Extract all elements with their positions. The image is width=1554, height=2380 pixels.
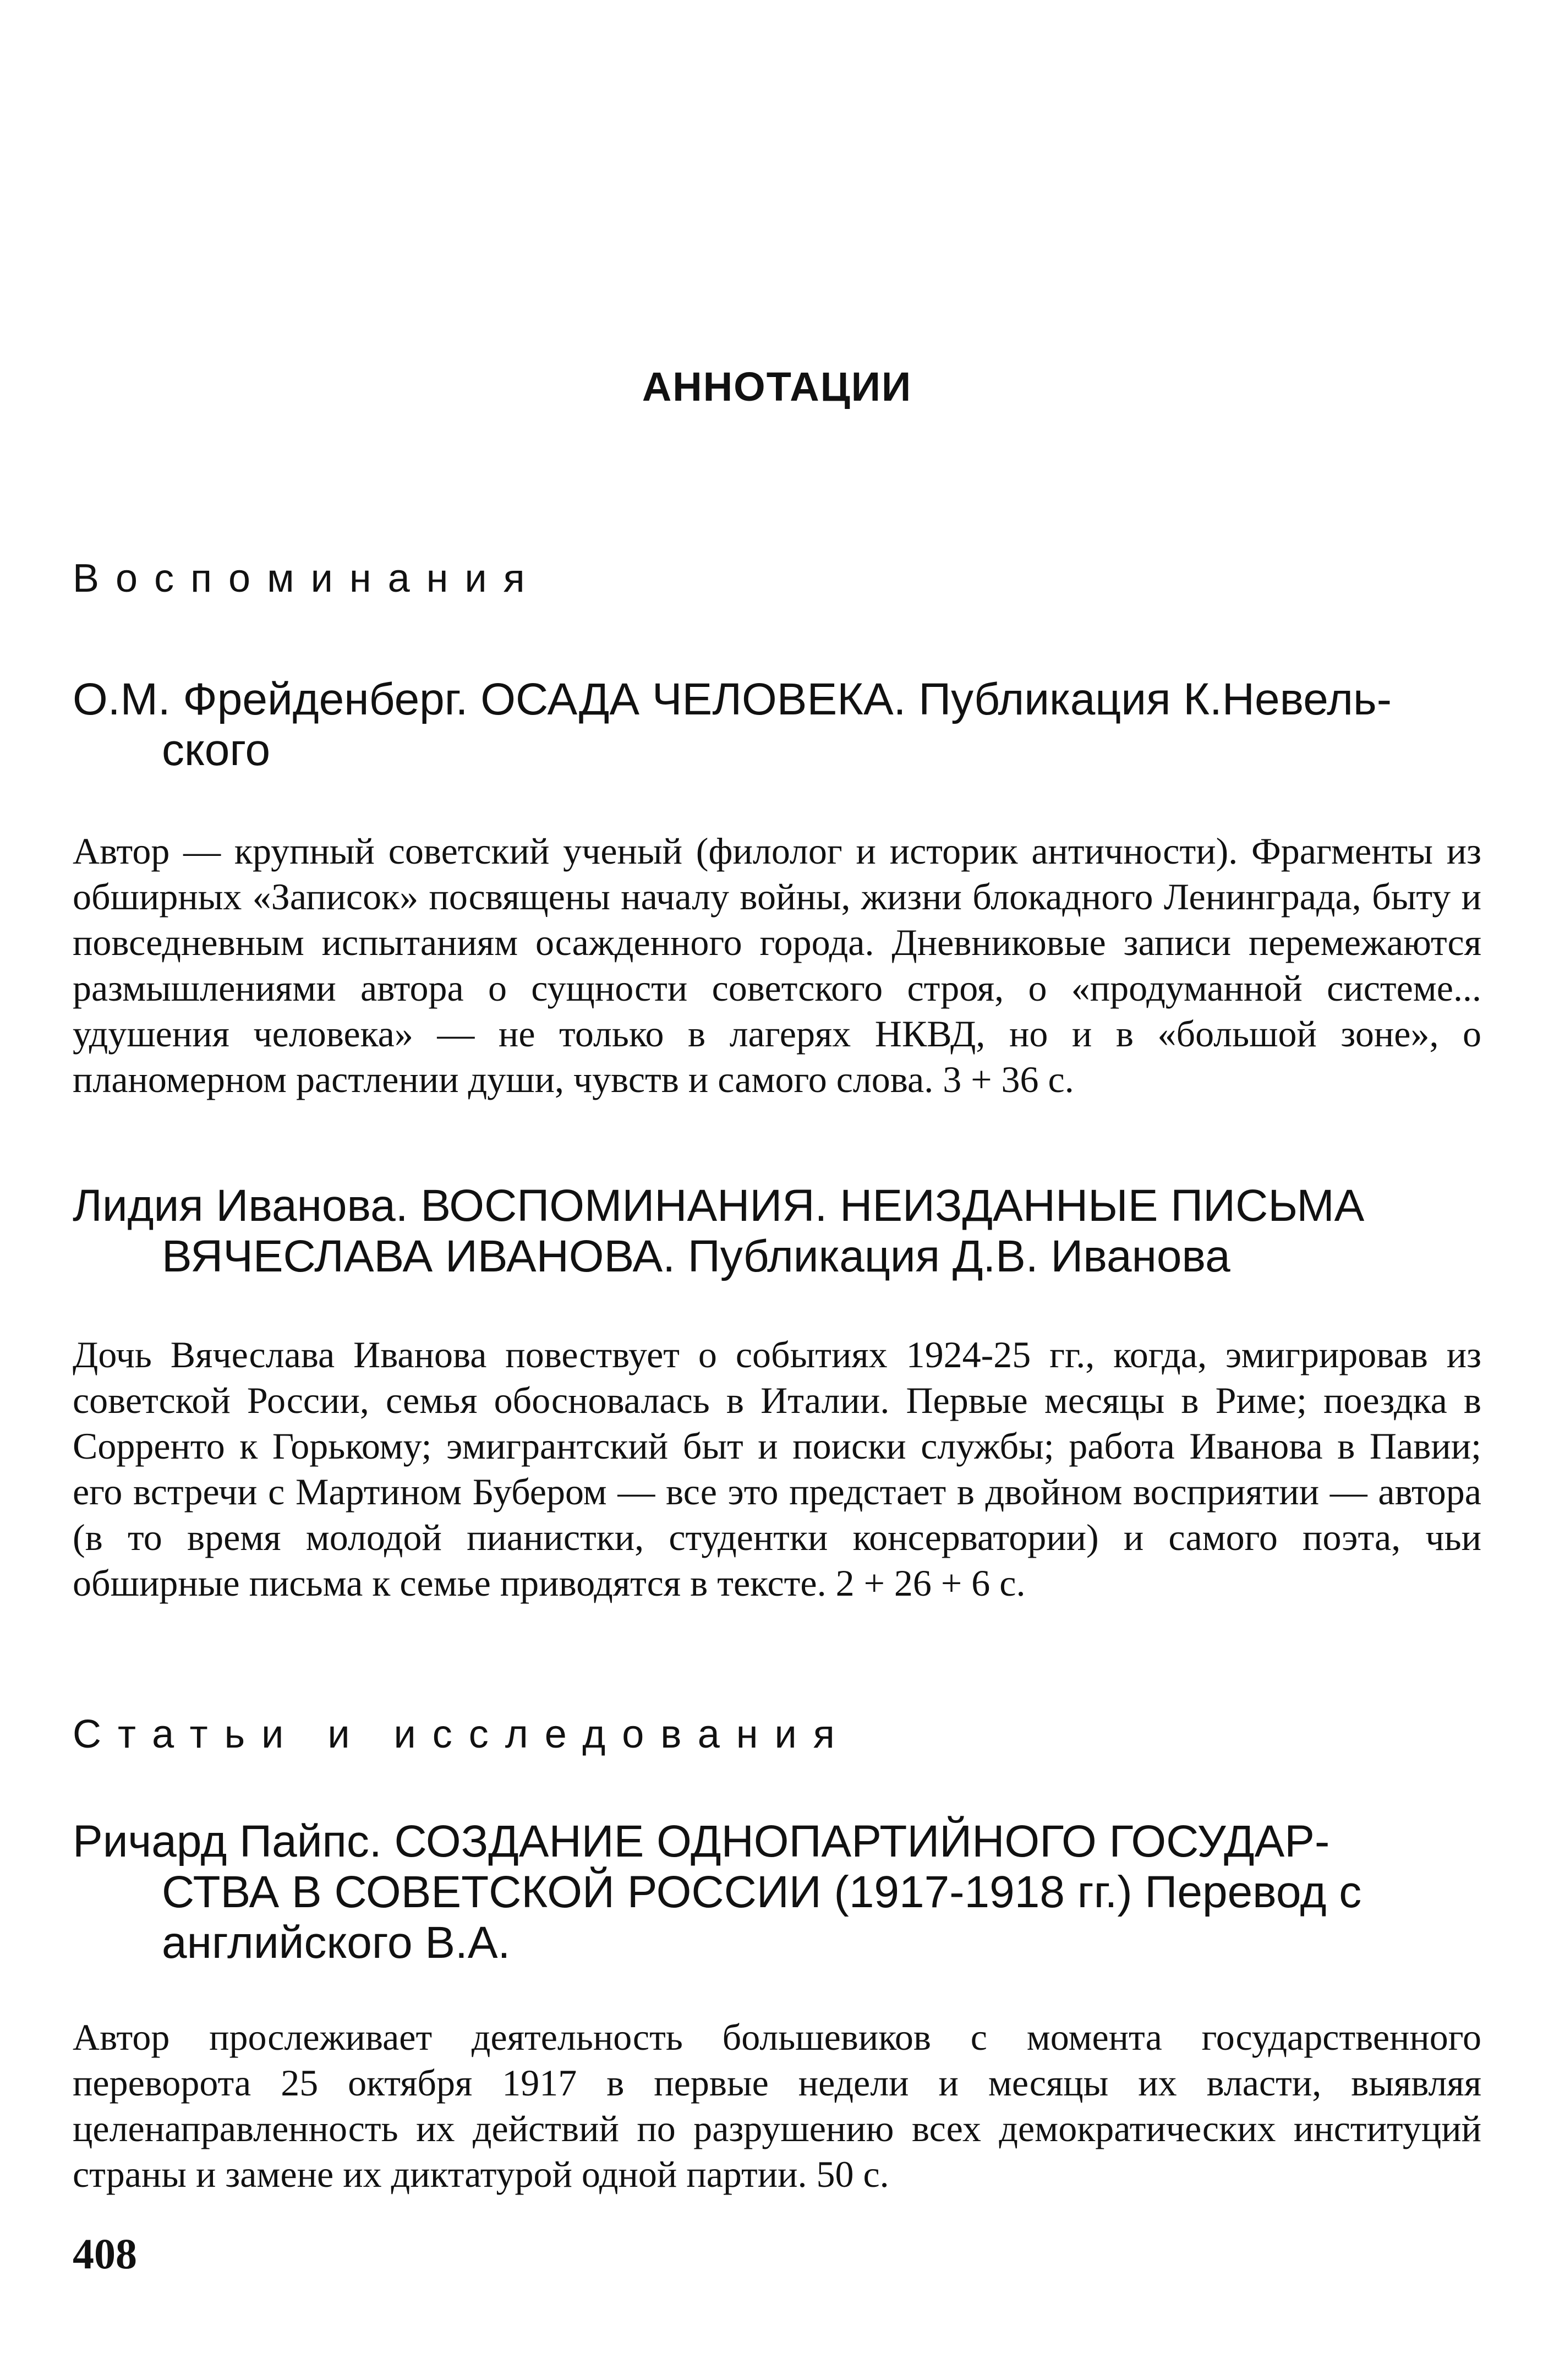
page-number: 408 xyxy=(73,2230,137,2278)
page-title: АННОТАЦИИ xyxy=(642,364,912,410)
entry-heading-line: СТВА В СОВЕТСКОЙ РОССИИ (1917-1918 гг.) Перевод с xyxy=(162,1867,1362,1917)
section-heading-articles: Статьи и исследования xyxy=(73,1712,851,1756)
entry-heading-line: Лидия Иванова. ВОСПОМИНАНИЯ. НЕИЗДАННЫЕ ПИСЬМА xyxy=(73,1181,1365,1231)
entry-heading-ivanova xyxy=(73,1181,1481,1282)
annotation-ivanova: Дочь Вячеслава Иванова повествует о событиях 1924-25 гг., когда, эмигрировав из советской России, семья обосновалась в Италии. Первые месяцы в Риме; поездка в Сорренто к Горькому; эмигрантский быт и поиски службы; работа Иванова в Павии; его встречи с Мартином Бубером — все это предстает в двойном восприятии — автора (в то время молодой пианистки, студентки консерватории) и самого поэта, чьи обширные письма к семье приводятся в тексте. 2 + 26 + 6 с. xyxy=(73,1334,1481,1604)
entry-heading-line: Ричард Пайпс. СОЗДАНИЕ ОДНОПАРТИЙНОГО ГОСУДАР- xyxy=(73,1816,1330,1866)
entry-heading-line: английского В.А. xyxy=(162,1918,511,1968)
entry-heading-line: О.М. Фрейденберг. ОСАДА ЧЕЛОВЕКА. Публикация К.Невель- xyxy=(73,674,1392,724)
entry-heading-freidenberg xyxy=(73,674,1481,776)
entry-heading-pipes xyxy=(73,1816,1481,1968)
entry-heading-line: ского xyxy=(162,725,271,775)
section-heading-memoirs: Воспоминания xyxy=(73,556,541,601)
annotation-freidenberg: Автор — крупный советский ученый (филолог и историк античности). Фрагменты из обширных «Записок» посвящены началу войны, жизни блокадного Ленинграда, быту и повседневным испытаниям осажденного города. Дневниковые записи перемежаются размышлениями автора о сущности советского строя, о «продуманной системе... удушения человека» — не только в лагерях НКВД, но и в «большой зоне», о планомерном растлении души, чувств и самого слова. 3 + 36 с. xyxy=(73,830,1481,1100)
entry-heading-line: ВЯЧЕСЛАВА ИВАНОВА. Публикация Д.В. Иванова xyxy=(162,1231,1230,1281)
annotation-pipes: Автор прослеживает деятельность большевиков с момента государственного переворота 25 октября 1917 в первые недели и месяцы их власти, выявляя целенаправленность их действий по разрушению всех демократических институций страны и замене их диктатурой одной партии. 50 с. xyxy=(73,2016,1481,2195)
